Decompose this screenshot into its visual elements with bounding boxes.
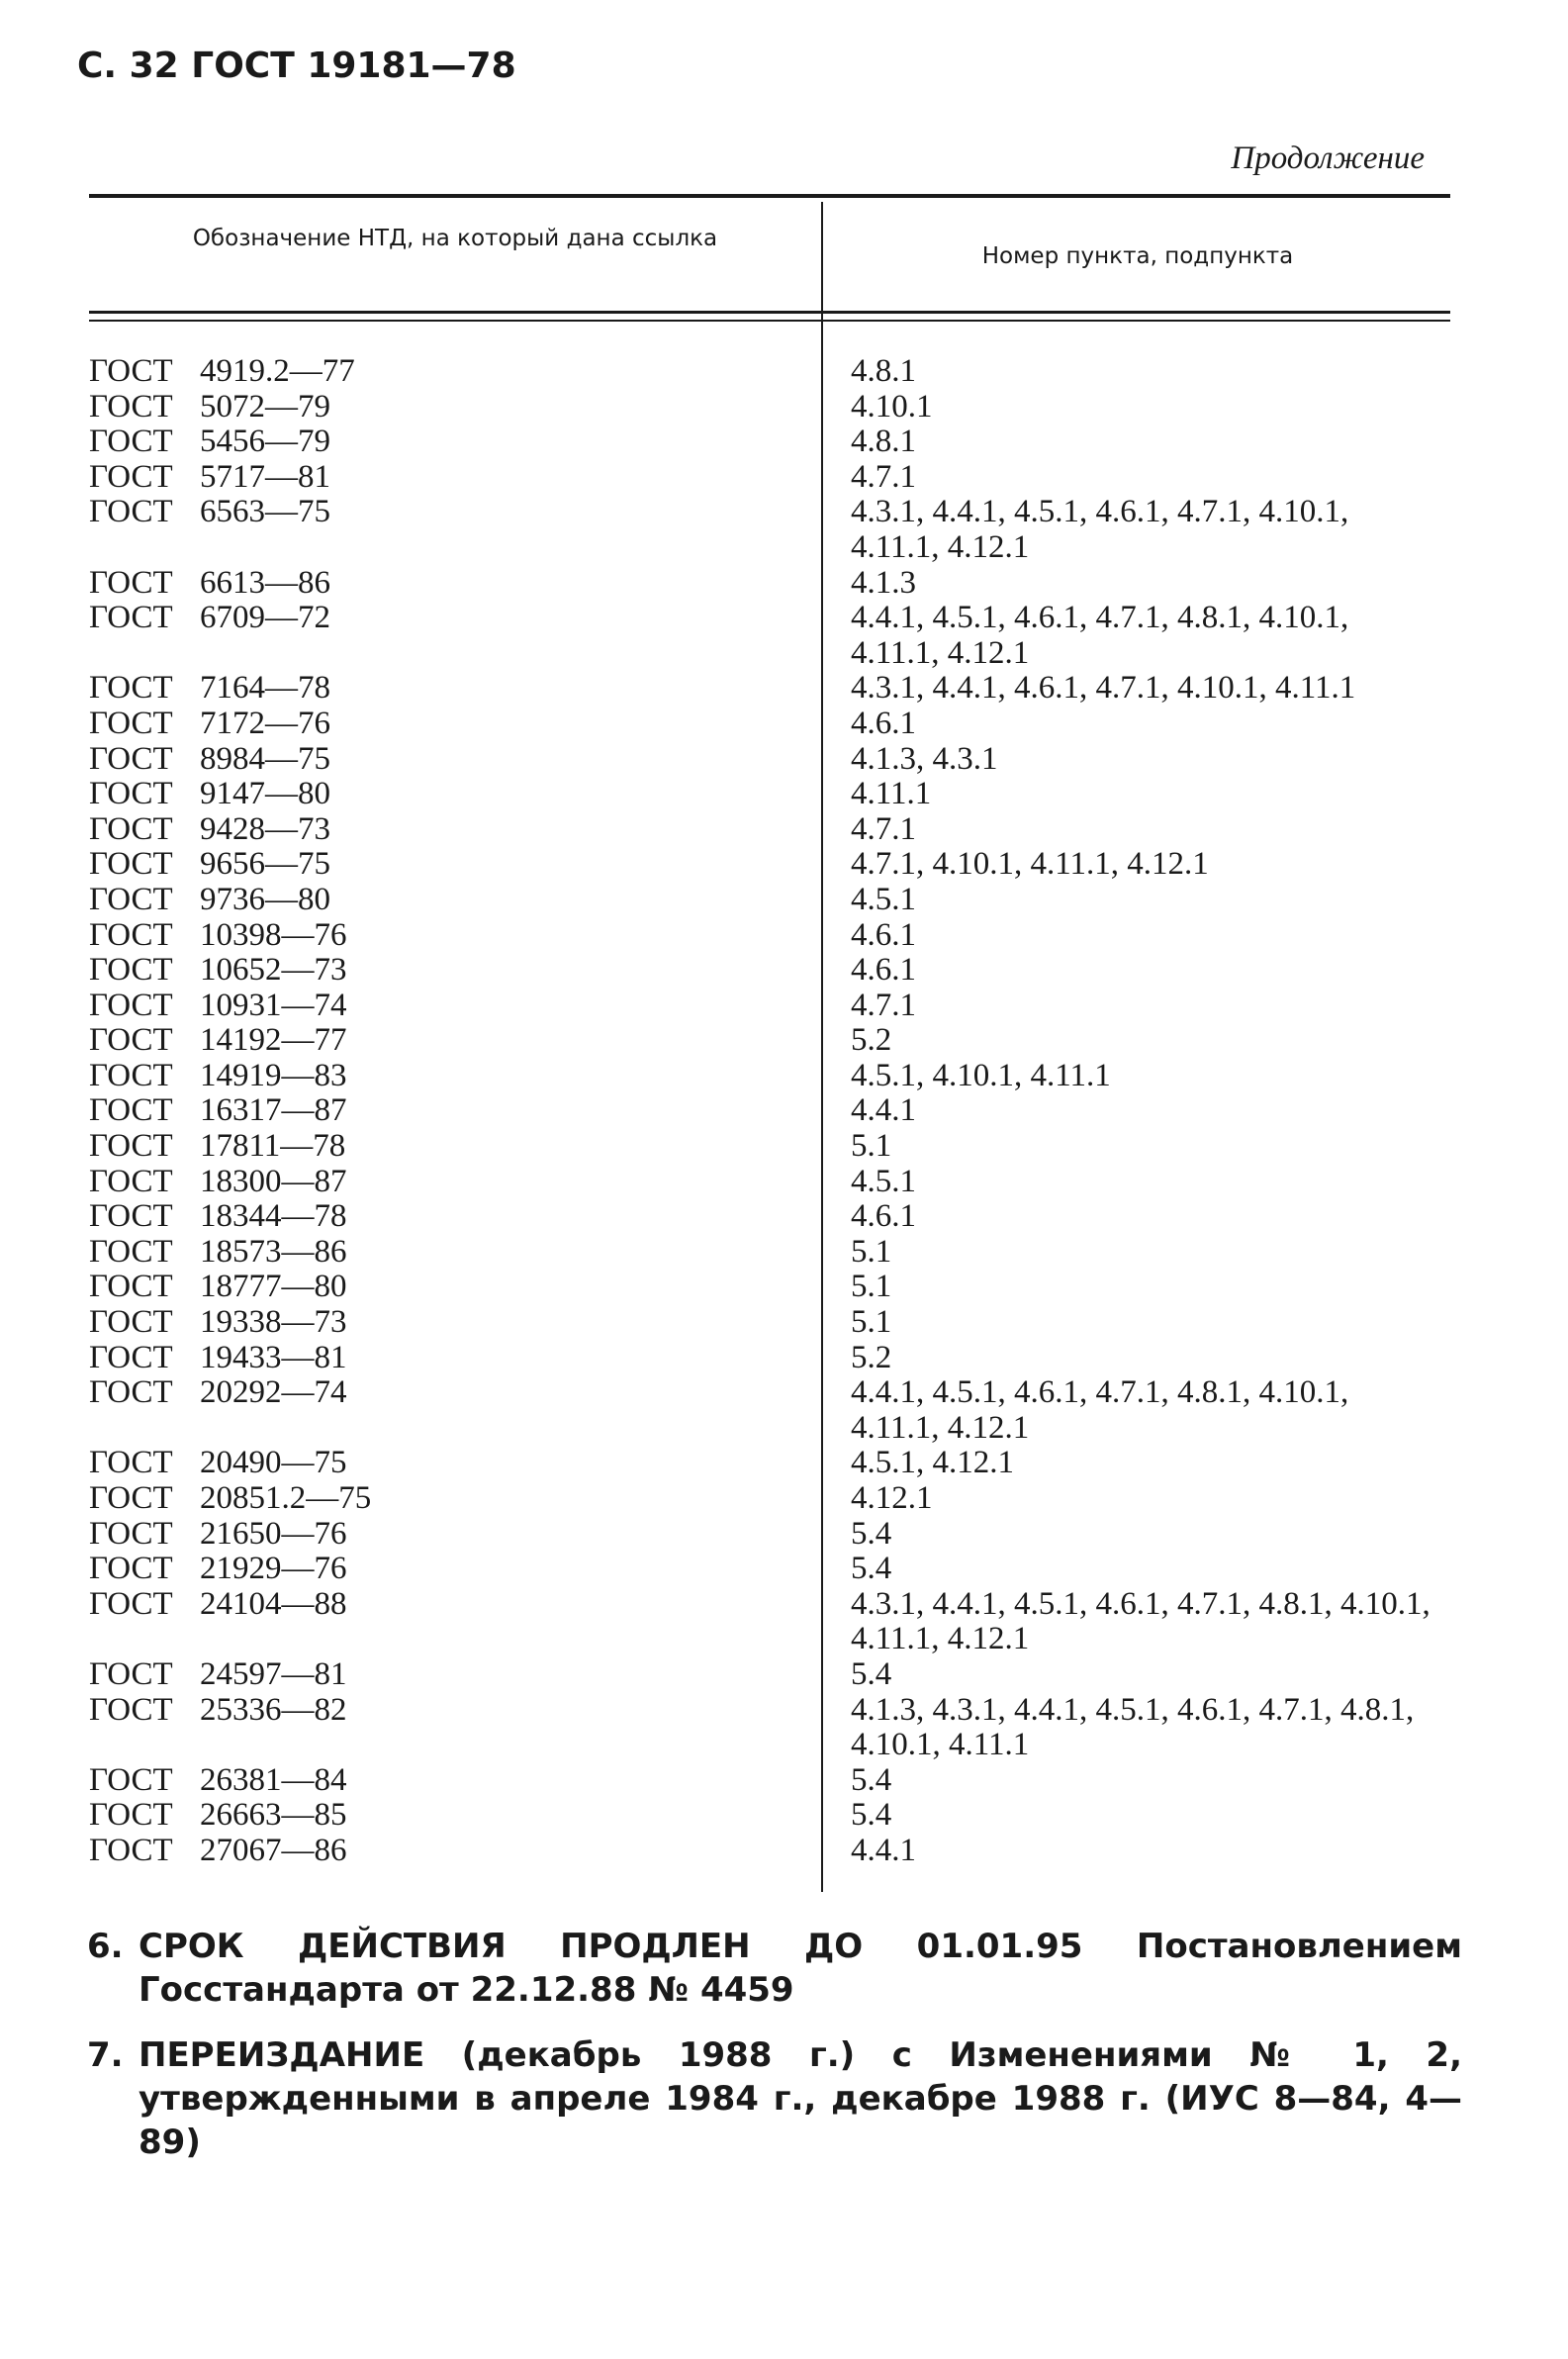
standard-number: 27067—86 — [200, 1832, 347, 1868]
document-designation — [89, 566, 821, 602]
document-designation — [89, 777, 821, 812]
document-designation — [89, 1763, 821, 1799]
document-designation — [89, 847, 821, 883]
document-designation — [89, 953, 821, 989]
standard-prefix: ГОСТ — [89, 776, 173, 812]
table-row — [89, 1798, 1450, 1834]
table-body — [89, 354, 1450, 1869]
standard-number: 9656—75 — [200, 846, 330, 883]
document-designation — [89, 1446, 821, 1481]
table-row — [89, 707, 1450, 742]
table-row — [89, 566, 1450, 602]
standard-number: 14919—83 — [200, 1057, 347, 1093]
standard-number: 19338—73 — [200, 1304, 347, 1341]
standard-prefix: ГОСТ — [89, 1057, 173, 1093]
table-row — [89, 918, 1450, 954]
standard-prefix: ГОСТ — [89, 1691, 173, 1728]
standard-prefix: ГОСТ — [89, 1585, 173, 1622]
standard-number: 9428—73 — [200, 810, 330, 847]
table-row — [89, 777, 1450, 812]
clause-numbers: 5.1 — [851, 1128, 892, 1165]
standard-number: 16317—87 — [200, 1092, 347, 1129]
standard-prefix: ГОСТ — [89, 670, 173, 707]
standard-prefix: ГОСТ — [89, 1445, 173, 1481]
clause-numbers: 4.8.1 — [851, 424, 916, 460]
note-item — [87, 1925, 1462, 2012]
standard-prefix: ГОСТ — [89, 424, 173, 460]
standard-number: 5456—79 — [200, 424, 330, 460]
document-designation — [89, 1481, 821, 1517]
document-designation — [89, 1587, 821, 1657]
standard-number: 26381—84 — [200, 1761, 347, 1798]
clause-numbers: 4.10.1 — [851, 388, 933, 425]
standard-prefix: ГОСТ — [89, 1092, 173, 1129]
table-row — [89, 847, 1450, 883]
standard-prefix: ГОСТ — [89, 494, 173, 530]
clause-numbers: 4.11.1 — [851, 776, 932, 812]
standard-prefix: ГОСТ — [89, 881, 173, 917]
standard-number: 14192—77 — [200, 1022, 347, 1059]
standard-number: 9736—80 — [200, 881, 330, 917]
document-designation — [89, 742, 821, 778]
standard-prefix: ГОСТ — [89, 916, 173, 953]
clause-numbers: 4.6.1 — [851, 952, 916, 989]
standard-number: 18300—87 — [200, 1163, 347, 1199]
page-header: С. 32 ГОСТ 19181—78 — [77, 46, 516, 86]
document-designation — [89, 1341, 821, 1376]
table-row — [89, 953, 1450, 989]
document-designation — [89, 1517, 821, 1553]
clause-numbers: 4.5.1 — [851, 881, 916, 917]
standard-number: 5717—81 — [200, 458, 330, 495]
table-row — [89, 1517, 1450, 1553]
standard-prefix: ГОСТ — [89, 740, 173, 777]
clause-numbers: 4.7.1 — [851, 987, 916, 1023]
table-row — [89, 1552, 1450, 1587]
table-row — [89, 989, 1450, 1024]
standard-number: 7172—76 — [200, 705, 330, 741]
table-row — [89, 742, 1450, 778]
standard-prefix: ГОСТ — [89, 846, 173, 883]
document-designation — [89, 1657, 821, 1693]
document-designation — [89, 1552, 821, 1587]
table-row — [89, 1093, 1450, 1129]
document-designation — [89, 989, 821, 1024]
clause-numbers: 5.1 — [851, 1233, 892, 1270]
standard-number: 17811—78 — [200, 1128, 346, 1165]
table-row — [89, 1341, 1450, 1376]
standard-prefix: ГОСТ — [89, 388, 173, 425]
clause-numbers: 4.4.1, 4.5.1, 4.6.1, 4.7.1, 4.8.1, 4.10.1, 4.11.1, 4.12.1 — [851, 1374, 1357, 1446]
table-row — [89, 1657, 1450, 1693]
standard-prefix: ГОСТ — [89, 987, 173, 1023]
standard-number: 25336—82 — [200, 1691, 347, 1728]
table-row — [89, 1587, 1450, 1657]
standard-prefix: ГОСТ — [89, 952, 173, 989]
standard-prefix: ГОСТ — [89, 1022, 173, 1059]
standard-prefix: ГОСТ — [89, 705, 173, 741]
table-row — [89, 1375, 1450, 1446]
document-designation — [89, 495, 821, 565]
clause-numbers: 4.4.1 — [851, 1832, 916, 1868]
document-designation — [89, 1375, 821, 1446]
clause-numbers: 4.5.1, 4.12.1 — [851, 1445, 1014, 1481]
table-row — [89, 883, 1450, 918]
note-item — [87, 2033, 1462, 2164]
document-designation — [89, 354, 821, 390]
clause-numbers: 4.6.1 — [851, 916, 916, 953]
standard-number: 18777—80 — [200, 1269, 347, 1305]
standard-number: 18573—86 — [200, 1233, 347, 1270]
standard-prefix: ГОСТ — [89, 1480, 173, 1516]
document-designation — [89, 1093, 821, 1129]
document-designation — [89, 707, 821, 742]
standard-prefix: ГОСТ — [89, 600, 173, 636]
document-designation — [89, 1165, 821, 1200]
standard-prefix: ГОСТ — [89, 810, 173, 847]
table-row — [89, 1199, 1450, 1235]
standard-prefix: ГОСТ — [89, 1128, 173, 1165]
header-rule — [89, 311, 1450, 314]
standard-number: 7164—78 — [200, 670, 330, 707]
document-designation — [89, 1059, 821, 1094]
clause-numbers: 4.1.3 — [851, 564, 916, 601]
clause-numbers: 5.4 — [851, 1515, 892, 1552]
table-row — [89, 495, 1450, 565]
table-row — [89, 1129, 1450, 1165]
standard-number: 20490—75 — [200, 1445, 347, 1481]
document-designation — [89, 1235, 821, 1271]
clause-numbers: 4.5.1, 4.10.1, 4.11.1 — [851, 1057, 1111, 1093]
note-text: СРОК ДЕЙСТВИЯ ПРОДЛЕН ДО 01.01.95 Постановлением Госстандарта от 22.12.88 № 4459 — [138, 1927, 1462, 2010]
notes-section — [87, 1925, 1462, 2186]
standard-number: 10652—73 — [200, 952, 347, 989]
document-designation — [89, 1834, 821, 1869]
standard-number: 21929—76 — [200, 1551, 347, 1587]
document-designation — [89, 1023, 821, 1059]
clause-numbers: 5.4 — [851, 1797, 892, 1834]
standard-prefix: ГОСТ — [89, 1339, 173, 1375]
standard-prefix: ГОСТ — [89, 353, 173, 389]
note-number: 6. — [87, 1927, 124, 1966]
standard-number: 6613—86 — [200, 564, 330, 601]
document-designation — [89, 1270, 821, 1305]
standard-prefix: ГОСТ — [89, 1269, 173, 1305]
standard-number: 6563—75 — [200, 494, 330, 530]
standard-number: 5072—79 — [200, 388, 330, 425]
document-designation — [89, 1199, 821, 1235]
clause-numbers: 5.1 — [851, 1304, 892, 1341]
standard-number: 20292—74 — [200, 1374, 347, 1411]
table-row — [89, 1763, 1450, 1799]
reference-table — [89, 194, 1450, 1896]
clause-numbers: 5.1 — [851, 1269, 892, 1305]
table-row — [89, 1481, 1450, 1517]
table-row — [89, 390, 1450, 425]
standard-number: 26663—85 — [200, 1797, 347, 1834]
standard-prefix: ГОСТ — [89, 1304, 173, 1341]
clause-numbers: 4.7.1 — [851, 458, 916, 495]
column-header-clause: Номер пункта, подпункта — [981, 243, 1294, 269]
header-rule-double — [89, 320, 1450, 322]
table-row — [89, 1693, 1450, 1763]
document-designation — [89, 918, 821, 954]
clause-numbers: 4.1.3, 4.3.1 — [851, 740, 998, 777]
document-designation — [89, 601, 821, 671]
table-row — [89, 601, 1450, 671]
standard-number: 6709—72 — [200, 600, 330, 636]
clause-numbers: 4.3.1, 4.4.1, 4.5.1, 4.6.1, 4.7.1, 4.10.1, 4.11.1, 4.12.1 — [851, 494, 1357, 565]
standard-number: 19433—81 — [200, 1339, 347, 1375]
clause-numbers: 4.3.1, 4.4.1, 4.5.1, 4.6.1, 4.7.1, 4.8.1, 4.10.1, 4.11.1, 4.12.1 — [851, 1585, 1438, 1657]
clause-numbers: 4.7.1, 4.10.1, 4.11.1, 4.12.1 — [851, 846, 1209, 883]
clause-numbers: 4.4.1 — [851, 1092, 916, 1129]
clause-numbers: 5.4 — [851, 1551, 892, 1587]
standard-prefix: ГОСТ — [89, 1551, 173, 1587]
clause-numbers: 4.6.1 — [851, 1198, 916, 1235]
standard-prefix: ГОСТ — [89, 564, 173, 601]
note-text: ПЕРЕИЗДАНИЕ (декабрь 1988 г.) с Изменениями № 1, 2, утвержденными в апреле 1984 г., декабре 1988 г. (ИУС 8—84, 4—89) — [138, 2035, 1462, 2162]
document-designation — [89, 390, 821, 425]
continuation-label: Продолжение — [1231, 141, 1425, 176]
document-designation — [89, 425, 821, 460]
table-row — [89, 812, 1450, 848]
standard-number: 10398—76 — [200, 916, 347, 953]
standard-number: 18344—78 — [200, 1198, 347, 1235]
standard-prefix: ГОСТ — [89, 458, 173, 495]
table-row — [89, 1446, 1450, 1481]
table-row — [89, 671, 1450, 707]
table-row — [89, 1270, 1450, 1305]
document-designation — [89, 1798, 821, 1834]
standard-prefix: ГОСТ — [89, 1198, 173, 1235]
clause-numbers: 5.4 — [851, 1761, 892, 1798]
standard-prefix: ГОСТ — [89, 1797, 173, 1834]
table-row — [89, 1235, 1450, 1271]
table-row — [89, 1834, 1450, 1869]
table-row — [89, 354, 1450, 390]
table-row — [89, 1305, 1450, 1341]
table-top-rule — [89, 194, 1450, 198]
standard-number: 20851.2—75 — [200, 1480, 372, 1516]
table-row — [89, 460, 1450, 496]
document-designation — [89, 1305, 821, 1341]
standard-prefix: ГОСТ — [89, 1233, 173, 1270]
document-designation — [89, 1129, 821, 1165]
standard-prefix: ГОСТ — [89, 1832, 173, 1868]
standard-number: 9147—80 — [200, 776, 330, 812]
standard-prefix: ГОСТ — [89, 1761, 173, 1798]
standard-number: 24597—81 — [200, 1655, 347, 1692]
document-designation — [89, 1693, 821, 1763]
note-number: 7. — [87, 2035, 124, 2075]
clause-numbers: 4.3.1, 4.4.1, 4.6.1, 4.7.1, 4.10.1, 4.11.1 — [851, 670, 1356, 707]
standard-prefix: ГОСТ — [89, 1163, 173, 1199]
standard-number: 10931—74 — [200, 987, 347, 1023]
clause-numbers: 4.1.3, 4.3.1, 4.4.1, 4.5.1, 4.6.1, 4.7.1, 4.8.1, 4.10.1, 4.11.1 — [851, 1691, 1423, 1763]
standard-number: 4919.2—77 — [200, 353, 355, 389]
standard-prefix: ГОСТ — [89, 1374, 173, 1411]
table-row — [89, 1059, 1450, 1094]
clause-numbers: 5.4 — [851, 1655, 892, 1692]
standard-prefix: ГОСТ — [89, 1515, 173, 1552]
standard-number: 21650—76 — [200, 1515, 347, 1552]
document-designation — [89, 671, 821, 707]
standard-number: 24104—88 — [200, 1585, 347, 1622]
column-header-document: Обозначение НТД, на который дана ссылка — [192, 226, 718, 251]
table-row — [89, 425, 1450, 460]
clause-numbers: 4.12.1 — [851, 1480, 933, 1516]
document-designation — [89, 812, 821, 848]
standard-number: 8984—75 — [200, 740, 330, 777]
standard-prefix: ГОСТ — [89, 1655, 173, 1692]
clause-numbers: 4.5.1 — [851, 1163, 916, 1199]
table-row — [89, 1023, 1450, 1059]
clause-numbers: 4.7.1 — [851, 810, 916, 847]
document-designation — [89, 883, 821, 918]
clause-numbers: 4.4.1, 4.5.1, 4.6.1, 4.7.1, 4.8.1, 4.10.1, 4.11.1, 4.12.1 — [851, 600, 1357, 671]
clause-numbers: 5.2 — [851, 1022, 892, 1059]
clause-numbers: 5.2 — [851, 1339, 892, 1375]
clause-numbers: 4.6.1 — [851, 705, 916, 741]
clause-numbers: 4.8.1 — [851, 353, 916, 389]
document-designation — [89, 460, 821, 496]
table-row — [89, 1165, 1450, 1200]
